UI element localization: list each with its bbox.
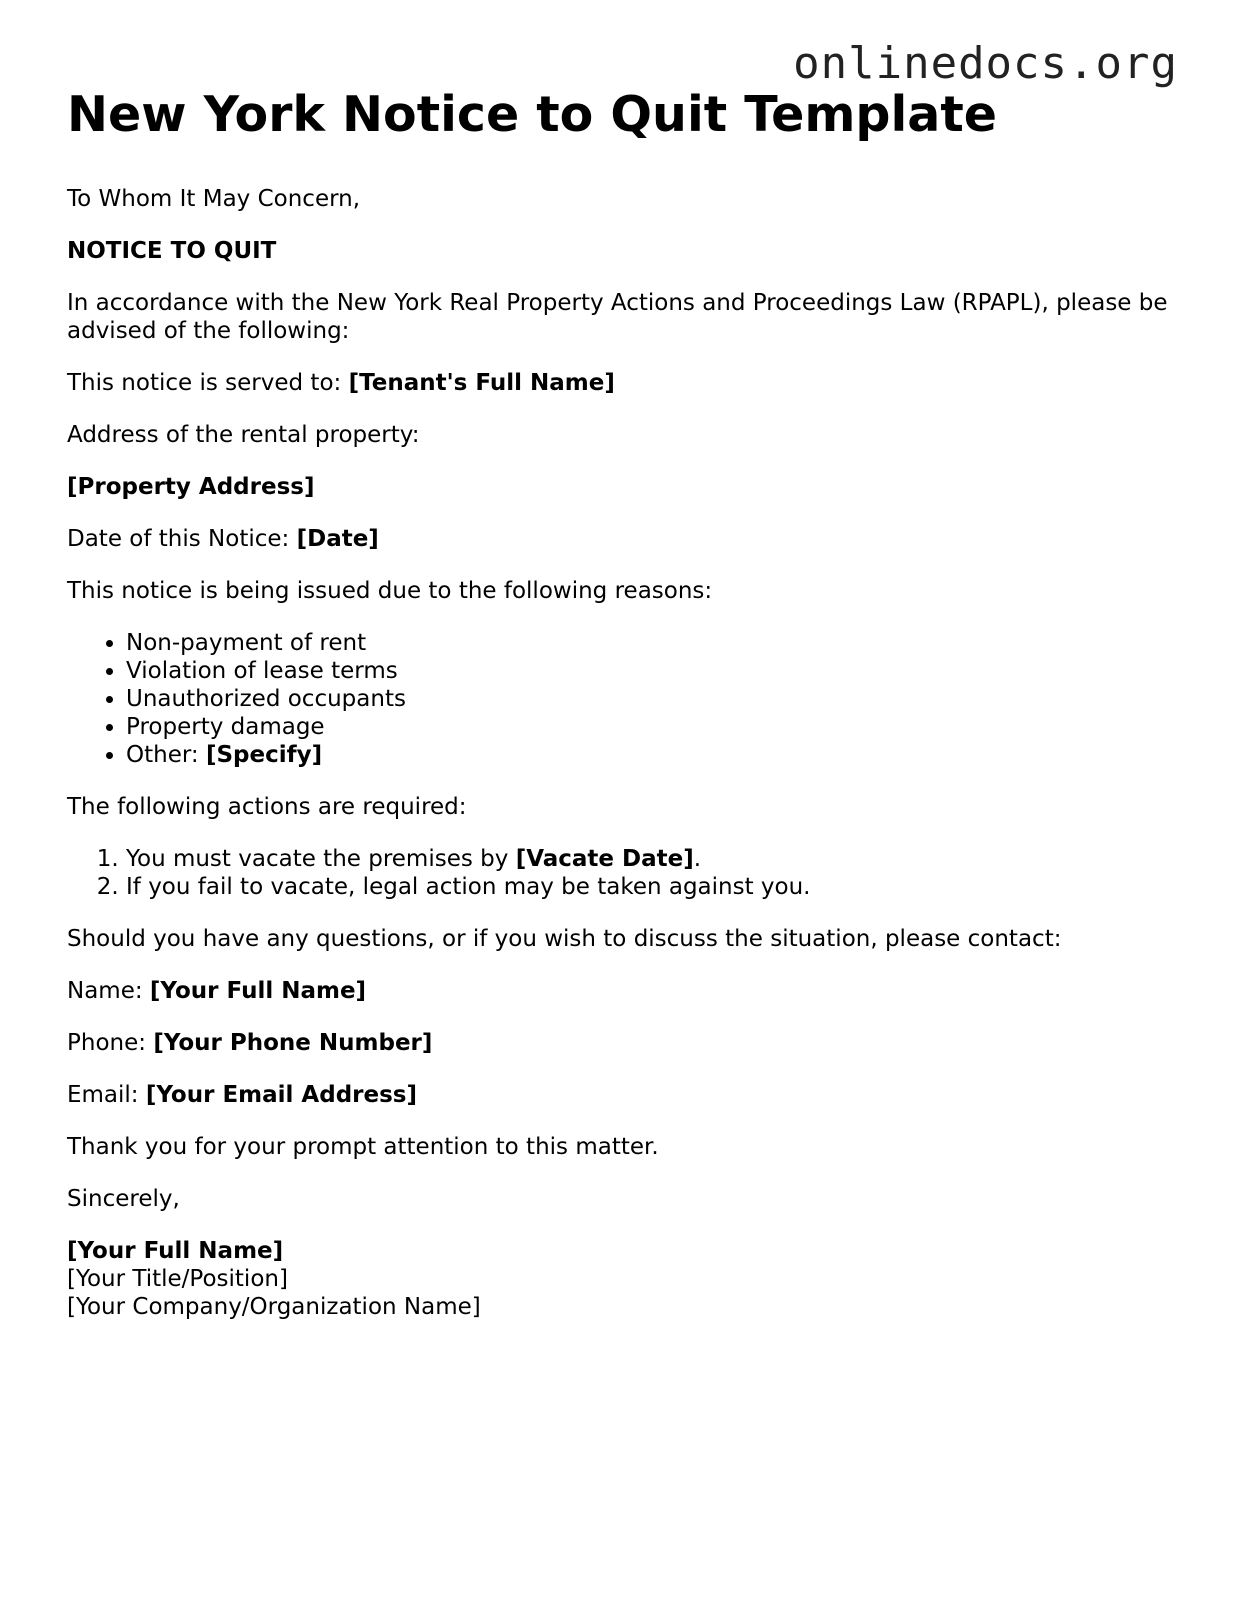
list-item: • Property damage (126, 713, 1177, 741)
document-body (67, 85, 1177, 1321)
contact-phone-label: Phone: (67, 1030, 154, 1056)
signature-company: [Your Company/Organization Name] (67, 1294, 481, 1320)
actions-list (67, 845, 1177, 901)
served-to-line (67, 369, 1177, 397)
contact-email-placeholder: [Your Email Address] (145, 1082, 417, 1108)
closing-line: Sincerely, (67, 1186, 180, 1212)
greeting: To Whom It May Concern, (67, 186, 361, 212)
vacate-date-placeholder: [Vacate Date] (515, 846, 694, 872)
address-label: Address of the rental property: (67, 422, 420, 448)
notice-date-line (67, 525, 1177, 553)
contact-email-label: Email: (67, 1082, 146, 1108)
reasons-list (67, 629, 1177, 769)
date-placeholder: [Date] (296, 526, 379, 552)
served-to-label: This notice is served to: (67, 370, 349, 396)
tenant-name-placeholder: [Tenant's Full Name] (348, 370, 615, 396)
contact-phone-placeholder: [Your Phone Number] (153, 1030, 433, 1056)
signature-name: [Your Full Name] (67, 1238, 284, 1264)
vacate-suffix: . (693, 846, 702, 872)
list-item: • Unauthorized occupants (126, 685, 1177, 713)
contact-name-label: Name: (67, 978, 150, 1004)
list-item (126, 741, 1177, 769)
document-title: New York Notice to Quit Template (67, 86, 998, 143)
actions-intro: The following actions are required: (67, 794, 467, 820)
contact-phone-line (67, 1029, 1177, 1057)
signature-block (67, 1237, 1177, 1321)
list-item: 2. If you fail to vacate, legal action may be taken against you. (126, 873, 1177, 901)
list-item (126, 845, 1177, 873)
signature-title: [Your Title/Position] (67, 1266, 288, 1292)
intro-paragraph: In accordance with the New York Real Property Actions and Proceedings Law (RPAPL), please be advised of the following: (67, 290, 1168, 344)
list-item: • Violation of lease terms (126, 657, 1177, 685)
contact-intro: Should you have any questions, or if you wish to discuss the situation, please contact: (67, 926, 1062, 952)
watermark: onlinedocs.org (793, 38, 1178, 89)
contact-email-line (67, 1081, 1177, 1109)
thanks-line: Thank you for your prompt attention to this matter. (67, 1134, 659, 1160)
list-item: • Non-payment of rent (126, 629, 1177, 657)
notice-heading: NOTICE TO QUIT (67, 238, 277, 264)
other-label: Other: (126, 742, 206, 768)
specify-placeholder: [Specify] (205, 742, 323, 768)
vacate-prefix: You must vacate the premises by (126, 846, 516, 872)
reasons-intro: This notice is being issued due to the following reasons: (67, 578, 713, 604)
contact-name-placeholder: [Your Full Name] (149, 978, 367, 1004)
notice-date-label: Date of this Notice: (67, 526, 297, 552)
contact-name-line (67, 977, 1177, 1005)
property-address-placeholder: [Property Address] (67, 474, 315, 500)
